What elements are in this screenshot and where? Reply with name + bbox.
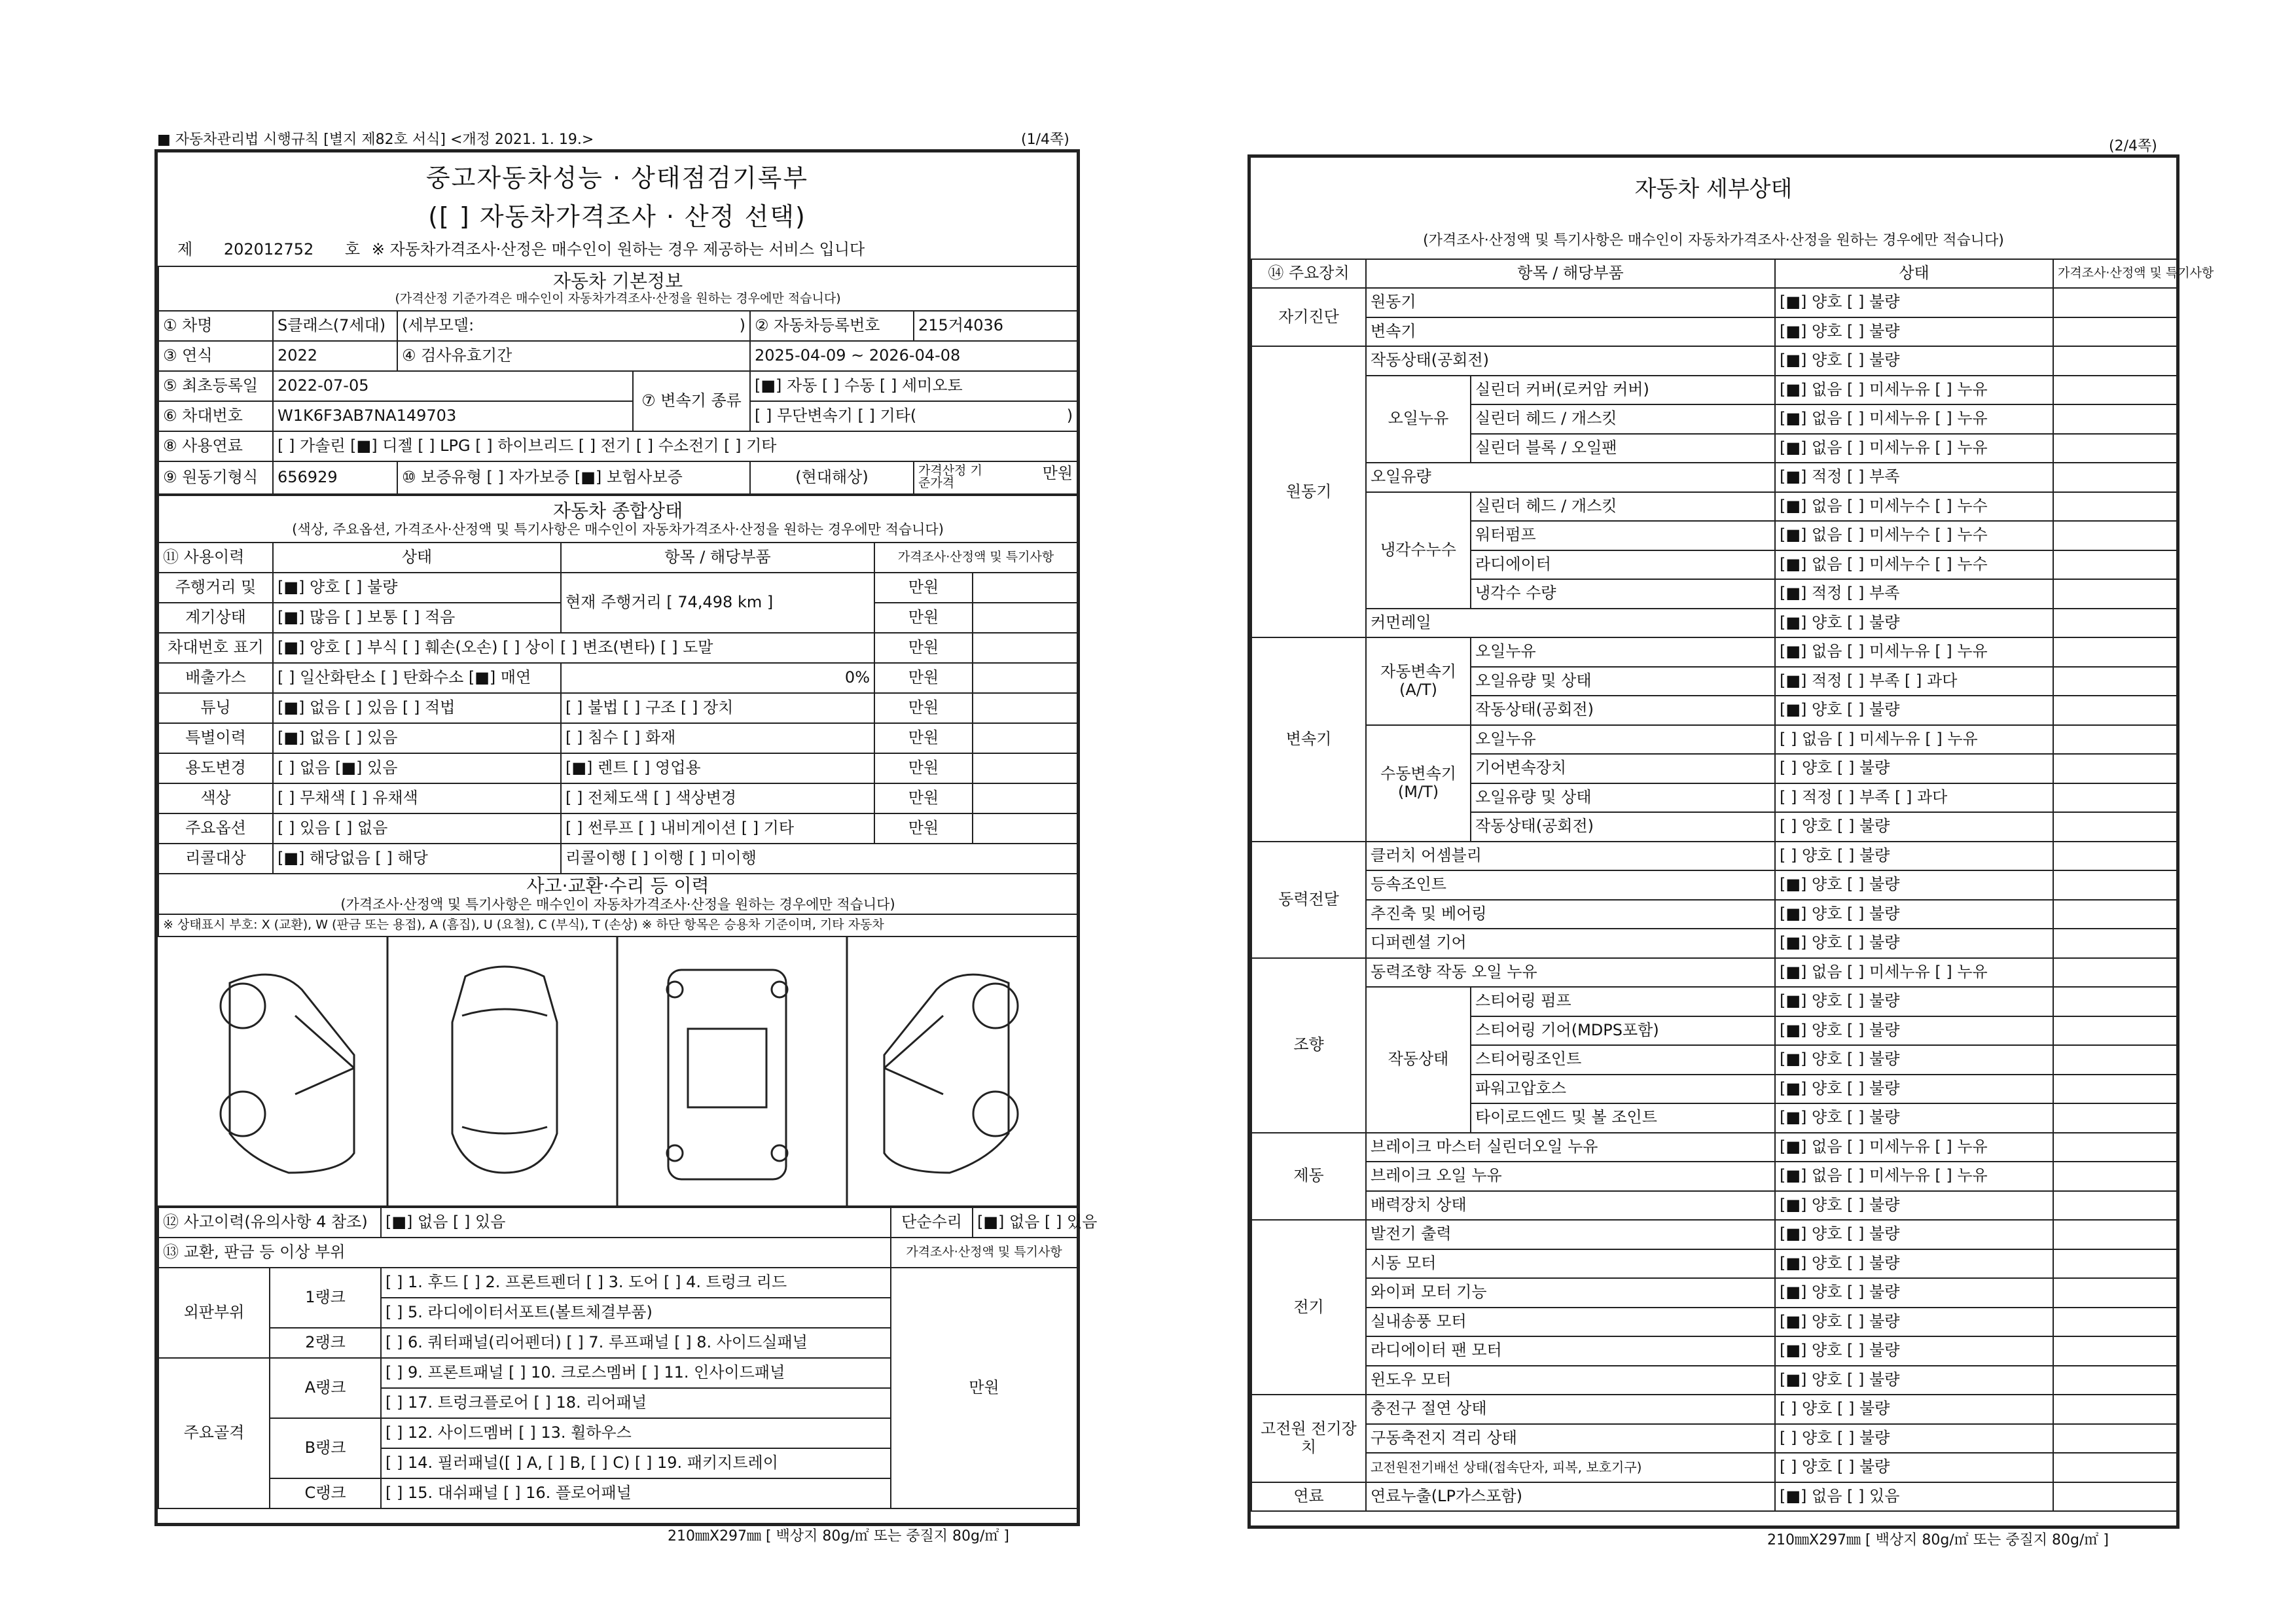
- summary-row: [158, 844, 1077, 874]
- detail-price: [2053, 463, 2177, 492]
- no-label: 제: [177, 240, 193, 259]
- simple-repair-state: [■] 없음 [ ] 있음: [973, 1207, 1077, 1238]
- detail-price: [2053, 434, 2177, 463]
- detail-model-close: ): [739, 316, 745, 335]
- summary-note: (색상, 주요옵션, 가격조사·산정액 및 특기사항은 매수인이 자동차가격조사·산정을 원하는 경우에만 적습니다): [292, 522, 944, 538]
- detail-state: [■] 양호 [ ] 불량: [1775, 1220, 2053, 1249]
- summary-head-price: 가격조사·산정액 및 특기사항: [874, 543, 1077, 573]
- detail-price: [2053, 1395, 2177, 1424]
- detail-head-state: 상태: [1775, 259, 2053, 288]
- detail-item: 윈도우 모터: [1366, 1366, 1775, 1395]
- detail-head-item: 항목 / 해당부품: [1366, 259, 1775, 288]
- detail-subgroup: 오일누유: [1366, 376, 1471, 463]
- detail-row: [1251, 376, 2177, 405]
- summary-head-history: ⑪ 사용이력: [158, 543, 273, 573]
- detail-price: [2053, 609, 2177, 638]
- detail-state: [■] 없음 [ ] 미세누유 [ ] 누유: [1775, 637, 2053, 667]
- left-form: [154, 149, 1098, 1526]
- detail-price: [2053, 1220, 2177, 1249]
- summary-label: 계기상태: [158, 603, 273, 633]
- detail-price: [2053, 812, 2177, 842]
- basic-note: (가격산정 기준가격은 매수인이 자동차가격조사·산정을 원하는 경우에만 적습니다): [395, 291, 841, 306]
- summary-item: 0%: [561, 663, 874, 693]
- detail-state: [■] 양호 [ ] 불량: [1775, 900, 2053, 929]
- detail-state: [ ] 양호 [ ] 불량: [1775, 812, 2053, 842]
- detail-state: [■] 없음 [ ] 미세누유 [ ] 누유: [1775, 1162, 2053, 1191]
- detail-item: 동력조향 작동 오일 누유: [1366, 958, 1775, 988]
- detail-price: [2053, 1016, 2177, 1046]
- rank1-items-b: [ ] 5. 라디에이터서포트(볼트체결부품): [381, 1298, 891, 1328]
- detail-price: [2053, 958, 2177, 988]
- detail-row: [1251, 463, 2177, 492]
- rank1-items-a: [ ] 1. 후드 [ ] 2. 프론트펜더 [ ] 3. 도어 [ ] 4. 트렁크 리드: [381, 1268, 891, 1298]
- summary-item: 리콜이행 [ ] 이행 [ ] 미이행: [561, 844, 1077, 874]
- detail-subgroup: 냉각수누수: [1366, 492, 1471, 609]
- detail-item: 추진축 및 베어링: [1366, 900, 1775, 929]
- detail-row: [1251, 900, 2177, 929]
- summary-price: 만원: [874, 723, 973, 753]
- frame-label: 주요골격: [158, 1358, 270, 1508]
- detail-state: [ ] 양호 [ ] 불량: [1775, 1453, 2053, 1482]
- detail-state: [■] 양호 [ ] 불량: [1775, 1191, 2053, 1221]
- detail-state: [■] 적정 [ ] 부족: [1775, 579, 2053, 609]
- detail-price: [2053, 1075, 2177, 1104]
- detail-row: [1251, 1308, 2177, 1337]
- summary-label: 배출가스: [158, 663, 273, 693]
- summary-price: 만원: [874, 813, 973, 844]
- detail-state: [■] 양호 [ ] 불량: [1775, 1249, 2053, 1279]
- detail-state: [■] 양호 [ ] 불량: [1775, 609, 2053, 638]
- summary-price: 만원: [874, 573, 973, 603]
- legend: ※ 상태표시 부호: X (교환), W (판금 또는 용접), A (흠집), U (요철), C (부식), T (손상) ※ 하단 항목은 승용차 기준이며, 기타 자동차: [158, 914, 1077, 936]
- inspection-label: ④ 검사유효기간: [397, 341, 750, 371]
- detail-item: 실린더 블록 / 오일팬: [1471, 434, 1775, 463]
- fuel-options: [ ] 가솔린 [■] 디젤 [ ] LPG [ ] 하이브리드 [ ] 전기 [ ] 수소전기 [ ] 기타: [273, 431, 1077, 461]
- detail-item: 충전구 절연 상태: [1366, 1395, 1775, 1424]
- summary-label: 용도변경: [158, 753, 273, 783]
- detail-price: [2053, 579, 2177, 609]
- detail-head-price: 가격조사·산정액 및 특기사항: [2053, 259, 2177, 288]
- detail-price: [2053, 1482, 2177, 1512]
- detail-price: [2053, 1366, 2177, 1395]
- detail-row: [1251, 288, 2177, 317]
- summary-state: [ ] 없음 [■] 있음: [273, 753, 561, 783]
- detail-item: 클러치 어셈블리: [1366, 842, 1775, 871]
- exchange-table: [158, 1207, 1098, 1509]
- detail-row: [1251, 1453, 2177, 1482]
- summary-state: [ ] 일산화탄소 [ ] 탄화수소 [■] 매연: [273, 663, 561, 693]
- detail-price: [2053, 1191, 2177, 1221]
- detail-row: [1251, 1278, 2177, 1308]
- summary-price: 만원: [874, 753, 973, 783]
- summary-title: 자동차 종합상태: [552, 499, 683, 522]
- detail-subgroup: 수동변속기 (M/T): [1366, 725, 1471, 842]
- detail-state: [■] 적정 [ ] 부족: [1775, 463, 2053, 492]
- car-outline-diagram: [158, 937, 1077, 1205]
- detail-price: [2053, 1308, 2177, 1337]
- detail-state: [■] 양호 [ ] 불량: [1775, 987, 2053, 1016]
- summary-label: 튜닝: [158, 693, 273, 723]
- detail-state: [■] 양호 [ ] 불량: [1775, 346, 2053, 376]
- detail-row: [1251, 725, 2177, 755]
- summary-row: [158, 783, 1077, 813]
- detail-price: [2053, 1103, 2177, 1133]
- detail-subgroup: 작동상태: [1366, 987, 1471, 1133]
- detail-category: 자기진단: [1251, 288, 1366, 346]
- detail-state: [■] 양호 [ ] 불량: [1775, 929, 2053, 958]
- summary-row: [158, 723, 1077, 753]
- detail-category: 제동: [1251, 1133, 1366, 1221]
- detail-item: 커먼레일: [1366, 609, 1775, 638]
- detail-row: [1251, 1133, 2177, 1162]
- detail-item: 파워고압호스: [1471, 1075, 1775, 1104]
- detail-head-device: ⑭ 주요장치: [1251, 259, 1366, 288]
- detail-state: [ ] 적정 [ ] 부족 [ ] 과다: [1775, 783, 2053, 813]
- detail-price: [2053, 1424, 2177, 1454]
- detail-state: [■] 없음 [ ] 미세누유 [ ] 누유: [1775, 1133, 2053, 1162]
- detail-row: [1251, 1395, 2177, 1424]
- summary-label: 리콜대상: [158, 844, 273, 874]
- detail-price: [2053, 1336, 2177, 1366]
- detail-row: [1251, 637, 2177, 667]
- detail-item: 오일유량 및 상태: [1471, 783, 1775, 813]
- detail-row: [1251, 609, 2177, 638]
- rankC-items: [ ] 15. 대쉬패널 [ ] 16. 플로어패널: [381, 1478, 891, 1508]
- detail-model-label: (세부모델:: [402, 316, 475, 335]
- detail-row: [1251, 1220, 2177, 1249]
- detail-state: [■] 없음 [ ] 미세누수 [ ] 누수: [1775, 521, 2053, 550]
- summary-head-state: 상태: [273, 543, 561, 573]
- detail-category: 변속기: [1251, 637, 1366, 842]
- detail-item: 시동 모터: [1366, 1249, 1775, 1279]
- rankC-label: C랭크: [270, 1478, 381, 1508]
- detail-row: [1251, 317, 2177, 347]
- rankB-items-b: [ ] 14. 필러패널([ ] A, [ ] B, [ ] C) [ ] 19. 패키지트레이: [381, 1448, 891, 1478]
- summary-row: [158, 573, 1077, 603]
- detail-row: [1251, 1249, 2177, 1279]
- summary-item: 현재 주행거리 [ 74,498 km ]: [561, 573, 874, 633]
- summary-price: 만원: [874, 693, 973, 723]
- detail-price: [2053, 1045, 2177, 1075]
- detail-row: [1251, 929, 2177, 958]
- summary-state: [■] 양호 [ ] 부식 [ ] 훼손(오손) [ ] 상이 [ ] 변조(변타) [ ] 도말: [273, 633, 874, 663]
- detail-price: [2053, 842, 2177, 871]
- detail-item: 구동축전지 격리 상태: [1366, 1424, 1775, 1454]
- detail-state: [■] 양호 [ ] 불량: [1775, 1336, 2053, 1366]
- year: 2022: [273, 341, 397, 371]
- detail-row: [1251, 987, 2177, 1016]
- right-form: [1247, 154, 2214, 1529]
- left-form-header: ■ 자동차관리법 시행규칙 [별지 제82호 서식] <개정 2021. 1. 19.>: [157, 132, 594, 148]
- rank1-label: 1랭크: [270, 1268, 381, 1328]
- detail-subgroup: 자동변속기 (A/T): [1366, 637, 1471, 725]
- detail-category: 동력전달: [1251, 842, 1366, 958]
- detail-state: [■] 없음 [ ] 미세누수 [ ] 누수: [1775, 492, 2053, 522]
- summary-price: 만원: [874, 783, 973, 813]
- detail-price: [2053, 696, 2177, 725]
- detail-item: 브레이크 오일 누유: [1366, 1162, 1775, 1191]
- detail-price: [2053, 783, 2177, 813]
- detail-price: [2053, 317, 2177, 347]
- transmission-label: ⑦ 변속기 종류: [633, 371, 750, 431]
- summary-head-item: 항목 / 해당부품: [561, 543, 874, 573]
- detail-state: [■] 양호 [ ] 불량: [1775, 696, 2053, 725]
- exchange-price: 만원: [891, 1268, 1077, 1508]
- basic-title: 자동차 기본정보: [552, 270, 683, 292]
- detail-price: [2053, 1453, 2177, 1482]
- accident-note: (가격조사·산정액 및 특기사항은 매수인이 자동차가격조사·산정을 원하는 경우에만 적습니다): [340, 897, 895, 913]
- summary-item: [ ] 불법 [ ] 구조 [ ] 장치: [561, 693, 874, 723]
- detail-state: [ ] 양호 [ ] 불량: [1775, 1395, 2053, 1424]
- summary-label: 특별이력: [158, 723, 273, 753]
- detail-item: 발전기 출력: [1366, 1220, 1775, 1249]
- summary-state: [■] 많음 [ ] 보통 [ ] 적음: [273, 603, 561, 633]
- summary-state: [ ] 무채색 [ ] 유채색: [273, 783, 561, 813]
- summary-label: 주행거리 및: [158, 573, 273, 603]
- detail-table: [1251, 259, 2214, 1512]
- detail-state: [■] 없음 [ ] 미세누유 [ ] 누유: [1775, 376, 2053, 405]
- detail-state: [■] 양호 [ ] 불량: [1775, 1278, 2053, 1308]
- summary-item: [ ] 침수 [ ] 화재: [561, 723, 874, 753]
- right-note: (가격조사·산정액 및 특기사항은 매수인이 자동차가격조사·산정을 원하는 경우에만 적습니다): [1423, 232, 2004, 249]
- detail-category: 고전원 전기장치: [1251, 1395, 1366, 1482]
- detail-state: [■] 적정 [ ] 부족 [ ] 과다: [1775, 667, 2053, 696]
- rankA-label: A랭크: [270, 1358, 381, 1418]
- detail-state: [■] 양호 [ ] 불량: [1775, 1366, 2053, 1395]
- summary-row: [158, 633, 1077, 663]
- summary-state: [■] 없음 [ ] 있음: [273, 723, 561, 753]
- detail-item: 스티어링 펌프: [1471, 987, 1775, 1016]
- summary-label: 차대번호 표기: [158, 633, 273, 663]
- no-suffix: 호: [344, 240, 361, 259]
- summary-row: [158, 753, 1077, 783]
- base-price-label: 가격산정 기준가격: [918, 463, 982, 490]
- detail-price: [2053, 376, 2177, 405]
- detail-item: 워터펌프: [1471, 521, 1775, 550]
- detail-row: [1251, 1482, 2177, 1512]
- engine-type: 656929: [273, 461, 397, 494]
- detail-item: 오일유량 및 상태: [1471, 667, 1775, 696]
- detail-price: [2053, 929, 2177, 958]
- detail-item: 등속조인트: [1366, 870, 1775, 900]
- detail-item: 원동기: [1366, 288, 1775, 317]
- rank2-label: 2랭크: [270, 1328, 381, 1358]
- transmission-options-2: [ ] 무단변속기 [ ] 기타(: [755, 406, 917, 425]
- detail-item: 작동상태(공회전): [1366, 346, 1775, 376]
- rankA-items-b: [ ] 17. 트렁크플로어 [ ] 18. 리어패널: [381, 1388, 891, 1418]
- detail-item: 배력장치 상태: [1366, 1191, 1775, 1221]
- left-subtitle: ([ ] 자동차가격조사 · 산정 선택): [428, 202, 806, 231]
- detail-item: 오일누유: [1471, 637, 1775, 667]
- detail-item: 타이로드엔드 및 볼 조인트: [1471, 1103, 1775, 1133]
- detail-item: 실내송풍 모터: [1366, 1308, 1775, 1337]
- base-price-unit: 만원: [1042, 463, 1073, 482]
- detail-state: [■] 양호 [ ] 불량: [1775, 1103, 2053, 1133]
- detail-row: [1251, 870, 2177, 900]
- detail-price: [2053, 404, 2177, 434]
- detail-state: [ ] 양호 [ ] 불량: [1775, 842, 2053, 871]
- detail-item: 기어변속장치: [1471, 754, 1775, 783]
- detail-state: [ ] 양호 [ ] 불량: [1775, 1424, 2053, 1454]
- detail-state: [■] 양호 [ ] 불량: [1775, 317, 2053, 347]
- detail-price: [2053, 637, 2177, 667]
- detail-row: [1251, 1366, 2177, 1395]
- detail-price: [2053, 550, 2177, 580]
- detail-state: [ ] 없음 [ ] 미세누유 [ ] 누유: [1775, 725, 2053, 755]
- summary-state: [■] 해당없음 [ ] 해당: [273, 844, 561, 874]
- accident-state: [■] 없음 [ ] 있음: [381, 1207, 891, 1238]
- warranty-options: [ ] 자가보증 [■] 보험사보증: [486, 468, 683, 487]
- detail-row: [1251, 346, 2177, 376]
- outer-label: 외판부위: [158, 1268, 270, 1358]
- first-reg: 2022-07-05: [273, 371, 633, 401]
- detail-item: 스티어링조인트: [1471, 1045, 1775, 1075]
- reg-no-label: ② 자동차등록번호: [750, 311, 914, 341]
- left-footer: 210㎜X297㎜ [ 백상지 80g/㎡ 또는 중질지 80g/㎡ ]: [668, 1528, 1009, 1544]
- warranty-insurer: (현대해상): [750, 461, 914, 494]
- engine-label: ⑨ 원동기형식: [158, 461, 273, 494]
- detail-item: 스티어링 기어(MDPS포함): [1471, 1016, 1775, 1046]
- detail-item: 오일유량: [1366, 463, 1775, 492]
- exchange-head: ⑬ 교환, 판금 등 이상 부위: [158, 1238, 891, 1268]
- car-name-label: ① 차명: [158, 311, 273, 341]
- car-name: S클래스(7세대): [273, 311, 397, 341]
- summary-row: [158, 813, 1077, 844]
- year-label: ③ 연식: [158, 341, 273, 371]
- detail-row: [1251, 958, 2177, 988]
- right-footer: 210㎜X297㎜ [ 백상지 80g/㎡ 또는 중질지 80g/㎡ ]: [1767, 1532, 2109, 1548]
- detail-state: [■] 양호 [ ] 불량: [1775, 1075, 2053, 1104]
- detail-state: [■] 양호 [ ] 불량: [1775, 288, 2053, 317]
- summary-item: [ ] 썬루프 [ ] 내비게이션 [ ] 기타: [561, 813, 874, 844]
- summary-label: 주요옵션: [158, 813, 273, 844]
- detail-state: [■] 양호 [ ] 불량: [1775, 870, 2053, 900]
- detail-state: [■] 없음 [ ] 미세누수 [ ] 누수: [1775, 550, 2053, 580]
- simple-repair-label: 단순수리: [891, 1207, 973, 1238]
- vin-label: ⑥ 차대번호: [158, 401, 273, 431]
- car-diagram: [158, 937, 1077, 1207]
- detail-item: 실린더 커버(로커암 커버): [1471, 376, 1775, 405]
- detail-price: [2053, 754, 2177, 783]
- detail-item: 실린더 헤드 / 개스킷: [1471, 404, 1775, 434]
- rank2-items: [ ] 6. 쿼터패널(리어펜더) [ ] 7. 루프패널 [ ] 8. 사이드실패널: [381, 1328, 891, 1358]
- detail-state: [■] 없음 [ ] 미세누유 [ ] 누유: [1775, 404, 2053, 434]
- detail-item: 고전원전기배선 상태(접속단자, 피복, 보호기구): [1366, 1453, 1775, 1482]
- rankB-items-a: [ ] 12. 사이드멤버 [ ] 13. 휠하우스: [381, 1418, 891, 1448]
- summary-row: [158, 663, 1077, 693]
- detail-item: 브레이크 마스터 실린더오일 누유: [1366, 1133, 1775, 1162]
- detail-item: 연료누출(LP가스포함): [1366, 1482, 1775, 1512]
- accident-title: 사고·교환·수리 등 이력: [526, 874, 709, 897]
- vin: W1K6F3AB7NA149703: [273, 401, 633, 431]
- detail-item: 실린더 헤드 / 개스킷: [1471, 492, 1775, 522]
- detail-row: [1251, 1336, 2177, 1366]
- basic-info-table: [158, 266, 1078, 495]
- right-title: 자동차 세부상태: [1634, 176, 1793, 202]
- accident-label: ⑫ 사고이력(유의사항 4 참조): [158, 1207, 381, 1238]
- fuel-label: ⑧ 사용연료: [158, 431, 273, 461]
- detail-row: [1251, 1191, 2177, 1221]
- detail-item: 오일누유: [1471, 725, 1775, 755]
- left-page-number: (1/4쪽): [1021, 132, 1069, 148]
- detail-state: [■] 없음 [ ] 미세누유 [ ] 누유: [1775, 434, 2053, 463]
- detail-price: [2053, 725, 2177, 755]
- summary-price: 만원: [874, 663, 973, 693]
- first-reg-label: ⑤ 최초등록일: [158, 371, 273, 401]
- detail-category: 원동기: [1251, 346, 1366, 637]
- rankB-label: B랭크: [270, 1418, 381, 1478]
- summary-state: [■] 양호 [ ] 불량: [273, 573, 561, 603]
- detail-price: [2053, 667, 2177, 696]
- detail-item: 와이퍼 모터 기능: [1366, 1278, 1775, 1308]
- summary-row: [158, 693, 1077, 723]
- left-title: 중고자동차성능 · 상태점검기록부: [425, 164, 809, 192]
- summary-price: 만원: [874, 633, 973, 663]
- summary-state: [■] 없음 [ ] 있음 [ ] 적법: [273, 693, 561, 723]
- detail-price: [2053, 346, 2177, 376]
- detail-state: [■] 없음 [ ] 미세누유 [ ] 누유: [1775, 958, 2053, 988]
- summary-label: 색상: [158, 783, 273, 813]
- detail-item: 작동상태(공회전): [1471, 696, 1775, 725]
- summary-item: [ ] 전체도색 [ ] 색상변경: [561, 783, 874, 813]
- detail-category: 연료: [1251, 1482, 1366, 1512]
- reg-no: 215거4036: [914, 311, 1077, 341]
- detail-item: 라디에이터: [1471, 550, 1775, 580]
- summary-state: [ ] 있음 [ ] 없음: [273, 813, 561, 844]
- warranty-label: ⑩ 보증유형: [402, 468, 482, 487]
- detail-price: [2053, 1278, 2177, 1308]
- detail-price: [2053, 288, 2177, 317]
- detail-row: [1251, 1424, 2177, 1454]
- detail-item: 변속기: [1366, 317, 1775, 347]
- rankA-items-a: [ ] 9. 프론트패널 [ ] 10. 크로스멤버 [ ] 11. 인사이드패널: [381, 1358, 891, 1388]
- summary-item: [■] 렌트 [ ] 영업용: [561, 753, 874, 783]
- detail-price: [2053, 492, 2177, 522]
- detail-row: [1251, 1162, 2177, 1191]
- detail-state: [■] 양호 [ ] 불량: [1775, 1045, 2053, 1075]
- transmission-options-1: [■] 자동 [ ] 수동 [ ] 세미오토: [750, 371, 1077, 401]
- exchange-price-head: 가격조사·산정액 및 특기사항: [891, 1238, 1077, 1268]
- summary-table: [158, 495, 1078, 937]
- detail-price: [2053, 1133, 2177, 1162]
- detail-row: [1251, 492, 2177, 522]
- detail-category: 조향: [1251, 958, 1366, 1133]
- detail-price: [2053, 900, 2177, 929]
- detail-item: 디퍼렌셜 기어: [1366, 929, 1775, 958]
- detail-state: [■] 양호 [ ] 불량: [1775, 1308, 2053, 1337]
- detail-item: 냉각수 수량: [1471, 579, 1775, 609]
- detail-price: [2053, 1162, 2177, 1191]
- detail-price: [2053, 1249, 2177, 1279]
- detail-price: [2053, 521, 2177, 550]
- notice: ※ 자동차가격조사·산정은 매수인이 원하는 경우 제공하는 서비스 입니다: [371, 240, 865, 259]
- detail-row: [1251, 842, 2177, 871]
- transmission-options-close: ): [1066, 406, 1073, 425]
- detail-price: [2053, 870, 2177, 900]
- no-value: 202012752: [223, 240, 314, 259]
- detail-price: [2053, 987, 2177, 1016]
- right-page-number: (2/4쪽): [2109, 138, 2157, 154]
- detail-category: 전기: [1251, 1220, 1366, 1395]
- detail-item: 작동상태(공회전): [1471, 812, 1775, 842]
- detail-state: [ ] 양호 [ ] 불량: [1775, 754, 2053, 783]
- summary-price: 만원: [874, 603, 973, 633]
- detail-item: 라디에이터 팬 모터: [1366, 1336, 1775, 1366]
- detail-state: [■] 없음 [ ] 있음: [1775, 1482, 2053, 1512]
- inspection-period: 2025-04-09 ~ 2026-04-08: [750, 341, 1077, 371]
- detail-state: [■] 양호 [ ] 불량: [1775, 1016, 2053, 1046]
